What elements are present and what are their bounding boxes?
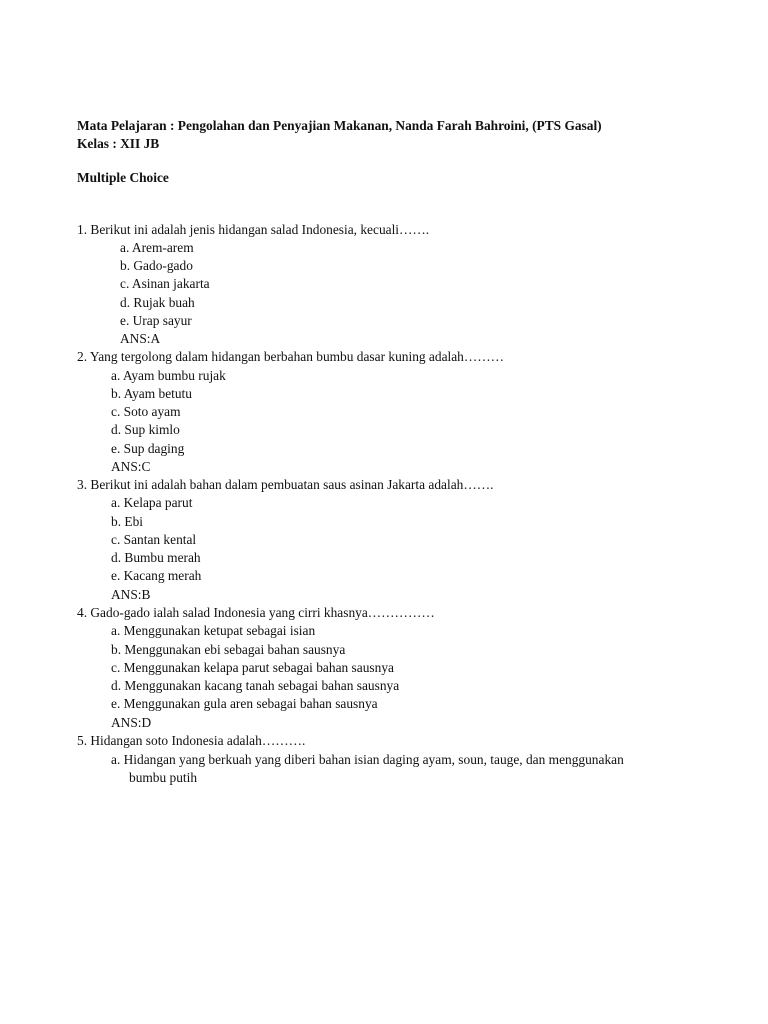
question-2-option-d: d. Sup kimlo [111, 422, 180, 437]
question-3-option-e: e. Kacang merah [111, 568, 202, 583]
question-1-option-c: c. Asinan jakarta [120, 276, 210, 291]
question-2-option-c: c. Soto ayam [111, 404, 181, 419]
question-5-option-a: a. Hidangan yang berkuah yang diberi bahan isian daging ayam, soun, tauge, dan menggunakan [111, 752, 624, 767]
question-3-answer: ANS:B [111, 587, 151, 602]
question-3-text: 3. Berikut ini adalah bahan dalam pembuatan saus asinan Jakarta adalah……. [77, 477, 494, 492]
question-2-option-e: e. Sup daging [111, 441, 185, 456]
question-1-option-b: b. Gado-gado [120, 258, 193, 273]
question-3-option-d: d. Bumbu merah [111, 550, 201, 565]
question-2-option-b: b. Ayam betutu [111, 386, 192, 401]
question-1-option-e: e. Urap sayur [120, 313, 192, 328]
question-1-option-a: a. Arem-arem [120, 240, 194, 255]
question-3-option-b: b. Ebi [111, 514, 143, 529]
question-1-option-d: d. Rujak buah [120, 295, 195, 310]
subject-line: Mata Pelajaran : Pengolahan dan Penyajian Makanan, Nanda Farah Bahroini, (PTS Gasal) [77, 118, 602, 133]
question-4-text: 4. Gado-gado ialah salad Indonesia yang cirri khasnya…………… [77, 605, 435, 620]
question-4-option-d: d. Menggunakan kacang tanah sebagai bahan sausnya [111, 678, 400, 693]
question-5-option-a-continued: bumbu putih [129, 770, 198, 785]
question-4-option-c: c. Menggunakan kelapa parut sebagai bahan sausnya [111, 660, 394, 675]
question-4-option-a: a. Menggunakan ketupat sebagai isian [111, 623, 316, 638]
question-2-text: 2. Yang tergolong dalam hidangan berbahan bumbu dasar kuning adalah……… [77, 349, 505, 364]
question-3-option-c: c. Santan kental [111, 532, 197, 547]
question-1-text: 1. Berikut ini adalah jenis hidangan salad Indonesia, kecuali……. [77, 222, 430, 237]
question-4-option-b: b. Menggunakan ebi sebagai bahan sausnya [111, 642, 346, 657]
question-4-answer: ANS:D [111, 715, 152, 730]
question-5-text: 5. Hidangan soto Indonesia adalah………. [77, 733, 306, 748]
question-3-option-a: a. Kelapa parut [111, 495, 193, 510]
class-line: Kelas : XII JB [77, 136, 160, 151]
section-title: Multiple Choice [77, 170, 169, 185]
question-2-option-a: a. Ayam bumbu rujak [111, 368, 226, 383]
question-1-answer: ANS:A [120, 331, 161, 346]
question-4-option-e: e. Menggunakan gula aren sebagai bahan sausnya [111, 696, 378, 711]
question-2-answer: ANS:C [111, 459, 151, 474]
